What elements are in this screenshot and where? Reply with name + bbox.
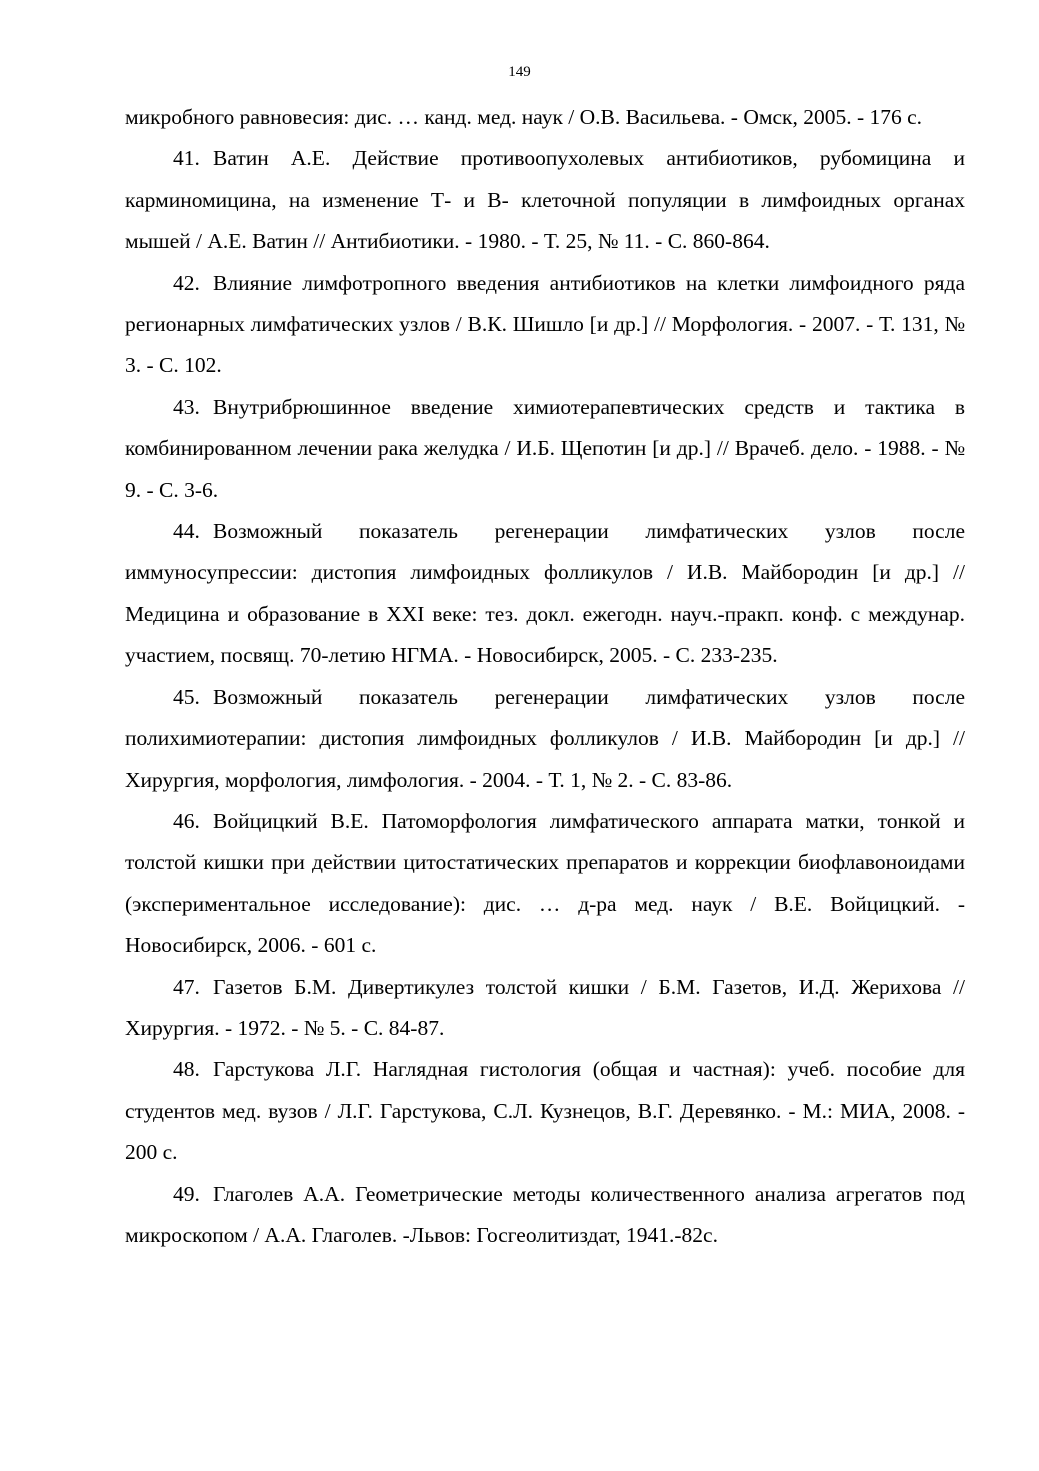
reference-item-44 xyxy=(125,511,965,677)
reference-number: 48. xyxy=(173,1057,200,1082)
reference-text: Возможный показатель регенерации лимфатических узлов после иммуносупрессии: дистопия лимфоидных фолликулов / И.В. Майбородин [и др.] // Медицина и образование в XXI веке: тез. докл. ежегодн. науч.-пракп. конф. с междунар. участием, посвящ. 70-летию НГМА. - Новосибирск, 2005. - С. 233-235. xyxy=(125,519,965,668)
reference-number: 43. xyxy=(173,394,200,419)
reference-text: Ватин А.Е. Действие противоопухолевых антибиотиков, рубомицина и карминомицина, на изменение Т- и В- клеточной популяции в лимфоидных органах мышей / А.Е. Ватин // Антибиотики. - 1980. - Т. 25, № 11. - С. 860-864. xyxy=(125,146,965,254)
reference-number: 41. xyxy=(173,146,200,171)
reference-text: Гарстукова Л.Г. Наглядная гистология (общая и частная): учеб. пособие для студентов мед. вузов / Л.Г. Гарстукова, С.Л. Кузнецов, В.Г. Деревянко. - М.: МИА, 2008. - 200 с. xyxy=(125,1057,965,1165)
reference-continuation: микробного равновесия: дис. … канд. мед. наук / О.В. Васильева. - Омск, 2005. - 176 с. xyxy=(125,105,923,129)
reference-item-45 xyxy=(125,677,965,801)
reference-text: Глаголев А.А. Геометрические методы количественного анализа агрегатов под микроскопом / А.А. Глаголев. -Львов: Госгеолитиздат, 1941.-82с. xyxy=(125,1181,965,1247)
reference-item-49 xyxy=(125,1174,965,1257)
reference-text: Возможный показатель регенерации лимфатических узлов после полихимиотерапии: дистопия лимфоидных фолликулов / И.В. Майбородин [и др.] // Хирургия, морфология, лимфология. - 2004. - Т. 1, № 2. - С. 83-86. xyxy=(125,684,965,792)
reference-number: 42. xyxy=(173,270,200,295)
reference-number: 45. xyxy=(173,684,200,709)
page-number: 149 xyxy=(508,64,531,80)
reference-number: 46. xyxy=(173,808,200,833)
reference-list xyxy=(125,97,965,1256)
reference-number: 47. xyxy=(173,974,200,999)
reference-text: Внутрибрюшинное введение химиотерапевтических средств и тактика в комбинированном лечении рака желудка / И.Б. Щепотин [и др.] // Врачеб. дело. - 1988. - № 9. - С. 3-6. xyxy=(125,394,965,502)
reference-item-46 xyxy=(125,801,965,967)
reference-item-41 xyxy=(125,138,965,262)
reference-text: Влияние лимфотропного введения антибиотиков на клетки лимфоидного ряда регионарных лимфатических узлов / В.К. Шишло [и др.] // Морфология. - 2007. - Т. 131, № 3. - С. 102. xyxy=(125,270,965,378)
reference-number: 49. xyxy=(173,1181,200,1206)
reference-item-42 xyxy=(125,263,965,387)
reference-text: Войцицкий В.Е. Патоморфология лимфатического аппарата матки, тонкой и толстой кишки при действии цитостатических препаратов и коррекции биофлавоноидами (экспериментальное исследование): дис. … д-ра мед. наук / В.Е. Войцицкий. - Новосибирск, 2006. - 601 с. xyxy=(125,808,965,958)
reference-item-47 xyxy=(125,967,965,1050)
reference-item-43 xyxy=(125,387,965,511)
reference-number: 44. xyxy=(173,519,200,544)
reference-text: Газетов Б.М. Дивертикулез толстой кишки / Б.М. Газетов, И.Д. Жерихова // Хирургия. - 1972. - № 5. - С. 84-87. xyxy=(125,974,965,1040)
reference-item-48 xyxy=(125,1049,965,1173)
